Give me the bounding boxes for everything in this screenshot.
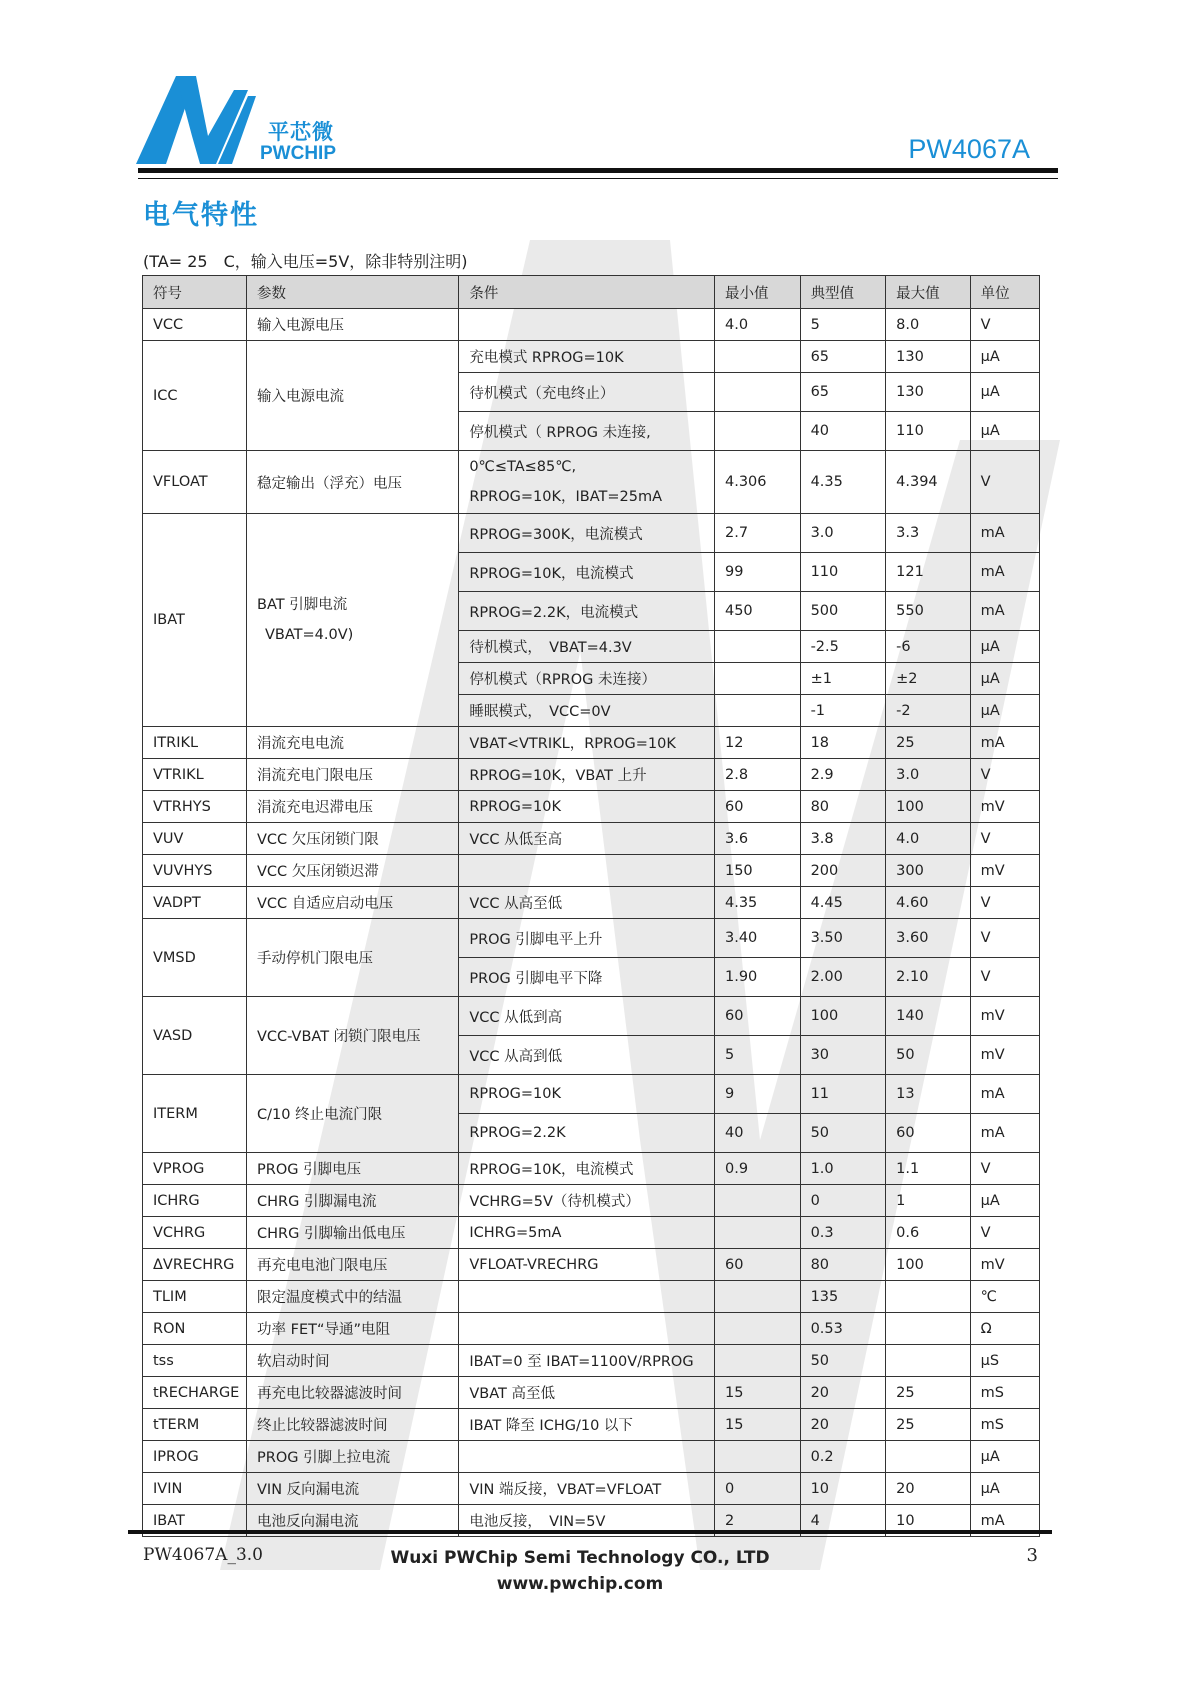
table-row bbox=[143, 341, 1040, 373]
cell-unit: V bbox=[970, 1217, 1039, 1249]
cell-min bbox=[714, 1281, 800, 1313]
cell-unit: mV bbox=[970, 1249, 1039, 1281]
cell-condition bbox=[459, 1441, 715, 1473]
cell-symbol: ICC bbox=[143, 341, 247, 451]
cell-max: -6 bbox=[886, 631, 971, 663]
cell-typ: 3.8 bbox=[800, 823, 886, 855]
cell-max bbox=[886, 1281, 971, 1313]
cell-parameter: 再充电电池门限电压 bbox=[247, 1249, 459, 1281]
cell-min: 3.6 bbox=[714, 823, 800, 855]
cell-symbol: tss bbox=[143, 1345, 247, 1377]
cell-condition: RPROG=2.2K，电流模式 bbox=[459, 592, 715, 631]
cell-condition bbox=[459, 451, 715, 514]
header-typ: 典型值 bbox=[800, 276, 886, 309]
part-number: PW4067A bbox=[908, 134, 1030, 164]
table-row bbox=[143, 1345, 1040, 1377]
cell-symbol: VCC bbox=[143, 309, 247, 341]
cell-symbol: RON bbox=[143, 1313, 247, 1345]
cell-parameter: 再充电比较器滤波时间 bbox=[247, 1377, 459, 1409]
header-symbol: 符号 bbox=[143, 276, 247, 309]
cell-parameter: VCC 自适应启动电压 bbox=[247, 887, 459, 919]
cell-unit: μS bbox=[970, 1345, 1039, 1377]
cell-typ: 3.50 bbox=[800, 919, 886, 958]
cell-max: 20 bbox=[886, 1473, 971, 1505]
cell-condition: VCC 从高至低 bbox=[459, 887, 715, 919]
table-row bbox=[143, 759, 1040, 791]
cell-unit: V bbox=[970, 451, 1039, 514]
cell-min bbox=[714, 631, 800, 663]
cell-min bbox=[714, 1313, 800, 1345]
cell-condition bbox=[459, 1281, 715, 1313]
cell-min: 40 bbox=[714, 1114, 800, 1153]
cell-condition: 待机模式（充电终止） bbox=[459, 373, 715, 412]
cell-symbol: IBAT bbox=[143, 1505, 247, 1537]
header-max: 最大值 bbox=[886, 276, 971, 309]
cell-condition: RPROG=2.2K bbox=[459, 1114, 715, 1153]
cell-condition: RPROG=10K，电流模式 bbox=[459, 553, 715, 592]
cell-condition: PROG 引脚电平下降 bbox=[459, 958, 715, 997]
cell-symbol: TLIM bbox=[143, 1281, 247, 1313]
table-row bbox=[143, 727, 1040, 759]
electrical-characteristics-table bbox=[142, 275, 1040, 1537]
cell-typ: 0.53 bbox=[800, 1313, 886, 1345]
document-version: PW4067A_3.0 bbox=[143, 1545, 263, 1565]
cell-max: 60 bbox=[886, 1114, 971, 1153]
cell-typ: 65 bbox=[800, 373, 886, 412]
cell-min: 4.0 bbox=[714, 309, 800, 341]
cell-condition: VBAT<VTRIKL，RPROG=10K bbox=[459, 727, 715, 759]
cell-min: 2 bbox=[714, 1505, 800, 1537]
cell-max: 4.60 bbox=[886, 887, 971, 919]
cell-unit: V bbox=[970, 1153, 1039, 1185]
cell-typ: 40 bbox=[800, 412, 886, 451]
cell-max: 100 bbox=[886, 791, 971, 823]
cell-typ: 20 bbox=[800, 1409, 886, 1441]
cell-condition: RPROG=10K bbox=[459, 1075, 715, 1114]
table-row bbox=[143, 1473, 1040, 1505]
header-min: 最小值 bbox=[714, 276, 800, 309]
cell-min: 99 bbox=[714, 553, 800, 592]
footer-company-block bbox=[370, 1545, 790, 1597]
cell-symbol: VFLOAT bbox=[143, 451, 247, 514]
cell-unit: V bbox=[970, 887, 1039, 919]
cell-min: 4.306 bbox=[714, 451, 800, 514]
cell-condition: 电池反接， VIN=5V bbox=[459, 1505, 715, 1537]
cell-symbol: VMSD bbox=[143, 919, 247, 997]
cell-typ: 4.35 bbox=[800, 451, 886, 514]
cell-max: 50 bbox=[886, 1036, 971, 1075]
condition-line: RPROG=10K，IBAT=25mA bbox=[469, 489, 662, 505]
cell-min: 15 bbox=[714, 1377, 800, 1409]
cell-typ: 10 bbox=[800, 1473, 886, 1505]
cell-max bbox=[886, 1313, 971, 1345]
cell-max: 300 bbox=[886, 855, 971, 887]
cell-max: 130 bbox=[886, 341, 971, 373]
cell-condition: PROG 引脚电平上升 bbox=[459, 919, 715, 958]
cell-symbol: ICHRG bbox=[143, 1185, 247, 1217]
cell-typ: 80 bbox=[800, 791, 886, 823]
cell-max: 2.10 bbox=[886, 958, 971, 997]
header-condition: 条件 bbox=[459, 276, 715, 309]
cell-min: 0 bbox=[714, 1473, 800, 1505]
cell-unit: mV bbox=[970, 1036, 1039, 1075]
cell-typ: 200 bbox=[800, 855, 886, 887]
cell-min: 1.90 bbox=[714, 958, 800, 997]
cell-unit: μA bbox=[970, 373, 1039, 412]
cell-max: 1 bbox=[886, 1185, 971, 1217]
cell-min: 5 bbox=[714, 1036, 800, 1075]
table-row bbox=[143, 1409, 1040, 1441]
company-website: www.pwchip.com bbox=[496, 1574, 664, 1594]
cell-typ: -1 bbox=[800, 695, 886, 727]
parameter-line: VBAT=4.0V) bbox=[265, 627, 354, 643]
cell-symbol: tTERM bbox=[143, 1409, 247, 1441]
table-row bbox=[143, 1185, 1040, 1217]
cell-parameter: CHRG 引脚漏电流 bbox=[247, 1185, 459, 1217]
cell-typ: 0.3 bbox=[800, 1217, 886, 1249]
cell-condition bbox=[459, 855, 715, 887]
cell-parameter: 涓流充电迟滞电压 bbox=[247, 791, 459, 823]
cell-symbol: ΔVRECHRG bbox=[143, 1249, 247, 1281]
cell-min bbox=[714, 1441, 800, 1473]
footer-rule bbox=[128, 1530, 1052, 1534]
cell-min bbox=[714, 663, 800, 695]
cell-parameter: CHRG 引脚输出低电压 bbox=[247, 1217, 459, 1249]
cell-condition: VCC 从高到低 bbox=[459, 1036, 715, 1075]
company-name: Wuxi PWChip Semi Technology CO., LTD bbox=[390, 1548, 770, 1568]
cell-unit: mA bbox=[970, 514, 1039, 553]
cell-min: 60 bbox=[714, 791, 800, 823]
test-condition-note: (TA= 25 C，输入电压=5V，除非特别注明) bbox=[143, 252, 468, 271]
cell-typ: 0.2 bbox=[800, 1441, 886, 1473]
cell-typ: 110 bbox=[800, 553, 886, 592]
cell-unit: μA bbox=[970, 1473, 1039, 1505]
table-row bbox=[143, 855, 1040, 887]
cell-condition: 停机模式（RPROG 未连接） bbox=[459, 663, 715, 695]
cell-min bbox=[714, 341, 800, 373]
cell-condition: VCHRG=5V（待机模式） bbox=[459, 1185, 715, 1217]
cell-unit: Ω bbox=[970, 1313, 1039, 1345]
cell-max: 10 bbox=[886, 1505, 971, 1537]
table-row bbox=[143, 997, 1040, 1036]
cell-unit: V bbox=[970, 919, 1039, 958]
table-row bbox=[143, 451, 1040, 514]
cell-parameter: 终止比较器滤波时间 bbox=[247, 1409, 459, 1441]
cell-unit: μA bbox=[970, 341, 1039, 373]
cell-max: 4.0 bbox=[886, 823, 971, 855]
cell-symbol: VASD bbox=[143, 997, 247, 1075]
cell-typ: -2.5 bbox=[800, 631, 886, 663]
cell-unit: ℃ bbox=[970, 1281, 1039, 1313]
cell-parameter: 手动停机门限电压 bbox=[247, 919, 459, 997]
cell-symbol: VTRHYS bbox=[143, 791, 247, 823]
cell-unit: mA bbox=[970, 727, 1039, 759]
section-title: 电气特性 bbox=[143, 200, 259, 231]
cell-condition bbox=[459, 309, 715, 341]
cell-unit: mA bbox=[970, 1505, 1039, 1537]
cell-max: 25 bbox=[886, 1377, 971, 1409]
cell-typ: 50 bbox=[800, 1114, 886, 1153]
cell-min bbox=[714, 695, 800, 727]
table-row bbox=[143, 919, 1040, 958]
cell-parameter: 涓流充电门限电压 bbox=[247, 759, 459, 791]
pwchip-logo-icon bbox=[136, 76, 256, 168]
cell-typ: 1.0 bbox=[800, 1153, 886, 1185]
cell-condition: RPROG=300K，电流模式 bbox=[459, 514, 715, 553]
cell-parameter: VCC 欠压闭锁迟滞 bbox=[247, 855, 459, 887]
cell-condition: IBAT=0 至 IBAT=1100V/RPROG bbox=[459, 1345, 715, 1377]
cell-unit: μA bbox=[970, 1185, 1039, 1217]
cell-min: 150 bbox=[714, 855, 800, 887]
cell-symbol: IPROG bbox=[143, 1441, 247, 1473]
cell-unit: mV bbox=[970, 791, 1039, 823]
cell-unit: mV bbox=[970, 855, 1039, 887]
cell-parameter: 输入电源电流 bbox=[247, 341, 459, 451]
cell-typ: 80 bbox=[800, 1249, 886, 1281]
cell-unit: mA bbox=[970, 1114, 1039, 1153]
cell-max: 25 bbox=[886, 1409, 971, 1441]
cell-typ: 20 bbox=[800, 1377, 886, 1409]
company-logo bbox=[136, 76, 346, 168]
cell-symbol: VTRIKL bbox=[143, 759, 247, 791]
cell-max bbox=[886, 1441, 971, 1473]
cell-symbol: ITERM bbox=[143, 1075, 247, 1153]
cell-symbol: IVIN bbox=[143, 1473, 247, 1505]
cell-min bbox=[714, 373, 800, 412]
cell-min: 15 bbox=[714, 1409, 800, 1441]
cell-condition: RPROG=10K，电流模式 bbox=[459, 1153, 715, 1185]
cell-typ: 65 bbox=[800, 341, 886, 373]
cell-unit: mV bbox=[970, 997, 1039, 1036]
cell-symbol: VUVHYS bbox=[143, 855, 247, 887]
cell-condition: VBAT 高至低 bbox=[459, 1377, 715, 1409]
table-row bbox=[143, 1313, 1040, 1345]
cell-unit: mA bbox=[970, 553, 1039, 592]
cell-max: 3.3 bbox=[886, 514, 971, 553]
cell-unit: V bbox=[970, 958, 1039, 997]
cell-max: 550 bbox=[886, 592, 971, 631]
cell-condition: VCC 从低至高 bbox=[459, 823, 715, 855]
cell-unit: mA bbox=[970, 592, 1039, 631]
cell-unit: μA bbox=[970, 1441, 1039, 1473]
cell-parameter: 软启动时间 bbox=[247, 1345, 459, 1377]
cell-condition: IBAT 降至 ICHG/10 以下 bbox=[459, 1409, 715, 1441]
table-row bbox=[143, 823, 1040, 855]
cell-unit: V bbox=[970, 759, 1039, 791]
cell-typ: 4.45 bbox=[800, 887, 886, 919]
cell-unit: mS bbox=[970, 1409, 1039, 1441]
cell-condition: 充电模式 RPROG=10K bbox=[459, 341, 715, 373]
table-row bbox=[143, 1217, 1040, 1249]
cell-condition: RPROG=10K bbox=[459, 791, 715, 823]
cell-parameter: 功率 FET“导通”电阻 bbox=[247, 1313, 459, 1345]
cell-max: ±2 bbox=[886, 663, 971, 695]
logo-chinese-name: 平芯微 bbox=[268, 120, 334, 144]
cell-condition: 待机模式， VBAT=4.3V bbox=[459, 631, 715, 663]
cell-condition bbox=[459, 1313, 715, 1345]
cell-max: 25 bbox=[886, 727, 971, 759]
cell-typ: 135 bbox=[800, 1281, 886, 1313]
cell-max: 110 bbox=[886, 412, 971, 451]
cell-min bbox=[714, 412, 800, 451]
cell-max: 3.60 bbox=[886, 919, 971, 958]
header-rule-thick bbox=[138, 168, 1058, 173]
cell-min: 0.9 bbox=[714, 1153, 800, 1185]
cell-min bbox=[714, 1345, 800, 1377]
cell-typ: 500 bbox=[800, 592, 886, 631]
cell-parameter: 限定温度模式中的结温 bbox=[247, 1281, 459, 1313]
cell-unit: μA bbox=[970, 695, 1039, 727]
cell-symbol: VUV bbox=[143, 823, 247, 855]
cell-typ: 50 bbox=[800, 1345, 886, 1377]
logo-english-name: PWCHIP bbox=[260, 143, 336, 164]
cell-condition: VCC 从低到高 bbox=[459, 997, 715, 1036]
cell-unit: V bbox=[970, 309, 1039, 341]
table-row bbox=[143, 1249, 1040, 1281]
cell-parameter: VCC 欠压闭锁门限 bbox=[247, 823, 459, 855]
cell-symbol: tRECHARGE bbox=[143, 1377, 247, 1409]
cell-parameter: C/10 终止电流门限 bbox=[247, 1075, 459, 1153]
cell-max: 3.0 bbox=[886, 759, 971, 791]
header-unit: 单位 bbox=[970, 276, 1039, 309]
table-header-row bbox=[143, 276, 1040, 309]
cell-typ: 3.0 bbox=[800, 514, 886, 553]
cell-parameter: PROG 引脚上拉电流 bbox=[247, 1441, 459, 1473]
cell-typ: 5 bbox=[800, 309, 886, 341]
cell-typ: 2.9 bbox=[800, 759, 886, 791]
cell-parameter: 电池反向漏电流 bbox=[247, 1505, 459, 1537]
cell-max: 0.6 bbox=[886, 1217, 971, 1249]
cell-typ: 2.00 bbox=[800, 958, 886, 997]
cell-max: 121 bbox=[886, 553, 971, 592]
cell-min bbox=[714, 1185, 800, 1217]
cell-symbol: VPROG bbox=[143, 1153, 247, 1185]
table-row bbox=[143, 1441, 1040, 1473]
cell-parameter: PROG 引脚电压 bbox=[247, 1153, 459, 1185]
cell-typ: 11 bbox=[800, 1075, 886, 1114]
cell-condition: RPROG=10K，VBAT 上升 bbox=[459, 759, 715, 791]
cell-max bbox=[886, 1345, 971, 1377]
cell-unit: mA bbox=[970, 1075, 1039, 1114]
cell-typ: 18 bbox=[800, 727, 886, 759]
cell-min bbox=[714, 1217, 800, 1249]
cell-unit: mS bbox=[970, 1377, 1039, 1409]
cell-unit: V bbox=[970, 823, 1039, 855]
cell-typ: 4 bbox=[800, 1505, 886, 1537]
cell-parameter bbox=[247, 514, 459, 727]
table-row bbox=[143, 1075, 1040, 1114]
cell-min: 9 bbox=[714, 1075, 800, 1114]
cell-unit: μA bbox=[970, 412, 1039, 451]
cell-min: 60 bbox=[714, 1249, 800, 1281]
cell-min: 2.7 bbox=[714, 514, 800, 553]
cell-symbol: ITRIKL bbox=[143, 727, 247, 759]
cell-max: 100 bbox=[886, 1249, 971, 1281]
cell-min: 450 bbox=[714, 592, 800, 631]
table-row bbox=[143, 791, 1040, 823]
cell-symbol: VCHRG bbox=[143, 1217, 247, 1249]
cell-max: 130 bbox=[886, 373, 971, 412]
cell-max: -2 bbox=[886, 695, 971, 727]
cell-max: 1.1 bbox=[886, 1153, 971, 1185]
cell-max: 140 bbox=[886, 997, 971, 1036]
header-parameter: 参数 bbox=[247, 276, 459, 309]
cell-parameter: 涓流充电电流 bbox=[247, 727, 459, 759]
table-row bbox=[143, 1153, 1040, 1185]
cell-condition: VFLOAT-VRECHRG bbox=[459, 1249, 715, 1281]
cell-symbol: VADPT bbox=[143, 887, 247, 919]
table-row bbox=[143, 514, 1040, 553]
cell-typ: 0 bbox=[800, 1185, 886, 1217]
cell-typ: 30 bbox=[800, 1036, 886, 1075]
cell-condition: 停机模式（ RPROG 未连接, bbox=[459, 412, 715, 451]
table-row bbox=[143, 1377, 1040, 1409]
cell-parameter: 输入电源电压 bbox=[247, 309, 459, 341]
cell-min: 2.8 bbox=[714, 759, 800, 791]
parameter-line: BAT 引脚电流 bbox=[257, 597, 348, 613]
cell-condition: ICHRG=5mA bbox=[459, 1217, 715, 1249]
page-number: 3 bbox=[1026, 1545, 1038, 1566]
cell-unit: μA bbox=[970, 631, 1039, 663]
cell-condition: 睡眠模式， VCC=0V bbox=[459, 695, 715, 727]
cell-typ: ±1 bbox=[800, 663, 886, 695]
table-row bbox=[143, 309, 1040, 341]
cell-condition: VIN 端反接，VBAT=VFLOAT bbox=[459, 1473, 715, 1505]
table-row bbox=[143, 1281, 1040, 1313]
cell-min: 60 bbox=[714, 997, 800, 1036]
cell-max: 8.0 bbox=[886, 309, 971, 341]
table-row bbox=[143, 887, 1040, 919]
cell-min: 12 bbox=[714, 727, 800, 759]
cell-unit: μA bbox=[970, 663, 1039, 695]
cell-parameter: VIN 反向漏电流 bbox=[247, 1473, 459, 1505]
condition-line: 0℃≤TA≤85℃, bbox=[469, 459, 577, 475]
cell-max: 13 bbox=[886, 1075, 971, 1114]
cell-typ: 100 bbox=[800, 997, 886, 1036]
cell-parameter: 稳定输出（浮充）电压 bbox=[247, 451, 459, 514]
cell-symbol: IBAT bbox=[143, 514, 247, 727]
cell-parameter: VCC-VBAT 闭锁门限电压 bbox=[247, 997, 459, 1075]
header-rule-thin bbox=[138, 178, 1058, 179]
cell-min: 3.40 bbox=[714, 919, 800, 958]
cell-max: 4.394 bbox=[886, 451, 971, 514]
cell-min: 4.35 bbox=[714, 887, 800, 919]
